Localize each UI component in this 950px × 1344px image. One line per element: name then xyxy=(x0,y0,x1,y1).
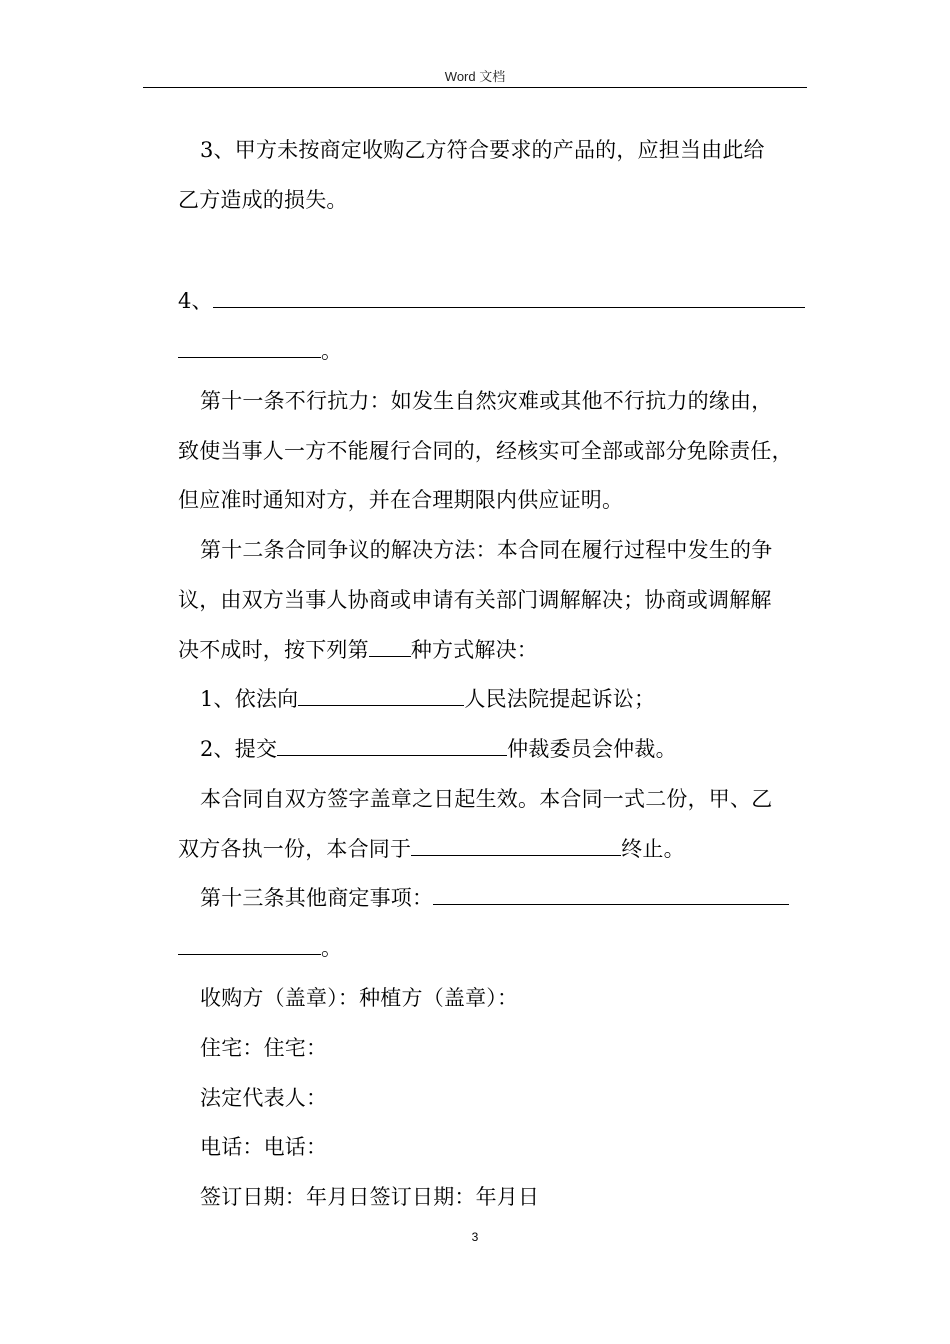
clause-4-line-1 xyxy=(178,286,818,316)
text-segment: 2、提交 xyxy=(200,737,278,761)
blank-line xyxy=(277,735,507,756)
clause-3-line-2: 乙方造成的损失。 xyxy=(178,188,348,212)
text-segment: 1、依法向 xyxy=(200,687,299,711)
text-segment: 决不成时，按下列第 xyxy=(178,638,369,662)
option-1 xyxy=(200,684,840,714)
text-segment: 终止。 xyxy=(621,837,685,861)
article-12-line-1: 第十二条合同争议的解决方法：本合同在履行过程中发生的争 xyxy=(200,538,773,562)
article-11-line-2: 致使当事人一方不能履行合同的，经核实可全部或部分免除责任， xyxy=(178,439,793,463)
text-segment: 种方式解决： xyxy=(410,638,539,662)
signature-representative: 法定代表人： xyxy=(200,1086,328,1110)
text-segment: 人民法院提起诉讼； xyxy=(464,687,656,711)
option-2 xyxy=(200,734,840,764)
signature-address: 住宅：住宅： xyxy=(200,1036,328,1060)
blank-line xyxy=(411,835,621,856)
blank-line xyxy=(213,287,805,308)
page-header: Word 文档 xyxy=(444,69,506,84)
clause-4-line-2 xyxy=(178,336,818,366)
article-12-line-2: 议，由双方当事人协商或申请有关部门调解解决；协商或调解解 xyxy=(178,588,772,612)
blank-line xyxy=(178,337,321,358)
signature-date: 签订日期：年月日签订日期：年月日 xyxy=(200,1185,540,1209)
header-divider xyxy=(143,87,807,88)
blank-line xyxy=(369,636,411,657)
blank-line xyxy=(298,685,464,706)
blank-line xyxy=(178,934,321,955)
article-13-line-1 xyxy=(200,883,840,913)
article-11-line-1: 第十一条不行抗力：如发生自然灾难或其他不行抗力的缘由， xyxy=(200,389,773,413)
article-13-line-2 xyxy=(178,933,818,963)
clause-3-line-1: 3、甲方未按商定收购乙方符合要求的产品的，应担当由此给 xyxy=(200,138,765,162)
article-12-line-3 xyxy=(178,635,818,665)
punctuation: 。 xyxy=(321,936,343,960)
article-11-line-3: 但应准时通知对方，并在合理期限内供应证明。 xyxy=(178,488,624,512)
validity-line-1: 本合同自双方签字盖章之日起生效。本合同一式二份，甲、乙 xyxy=(200,787,773,811)
page-number: 3 xyxy=(471,1230,479,1244)
text-segment: 双方各执一份，本合同于 xyxy=(178,837,412,861)
validity-line-2 xyxy=(178,834,818,864)
clause-4-label: 4、 xyxy=(178,289,213,313)
signature-phone: 电话：电话： xyxy=(200,1135,328,1159)
text-segment: 仲裁委员会仲裁。 xyxy=(507,737,677,761)
signature-seal: 收购方（盖章）：种植方（盖章）： xyxy=(200,986,519,1010)
blank-line xyxy=(433,884,789,905)
text-segment: 第十三条其他商定事项： xyxy=(200,886,434,910)
punctuation: 。 xyxy=(321,339,343,363)
